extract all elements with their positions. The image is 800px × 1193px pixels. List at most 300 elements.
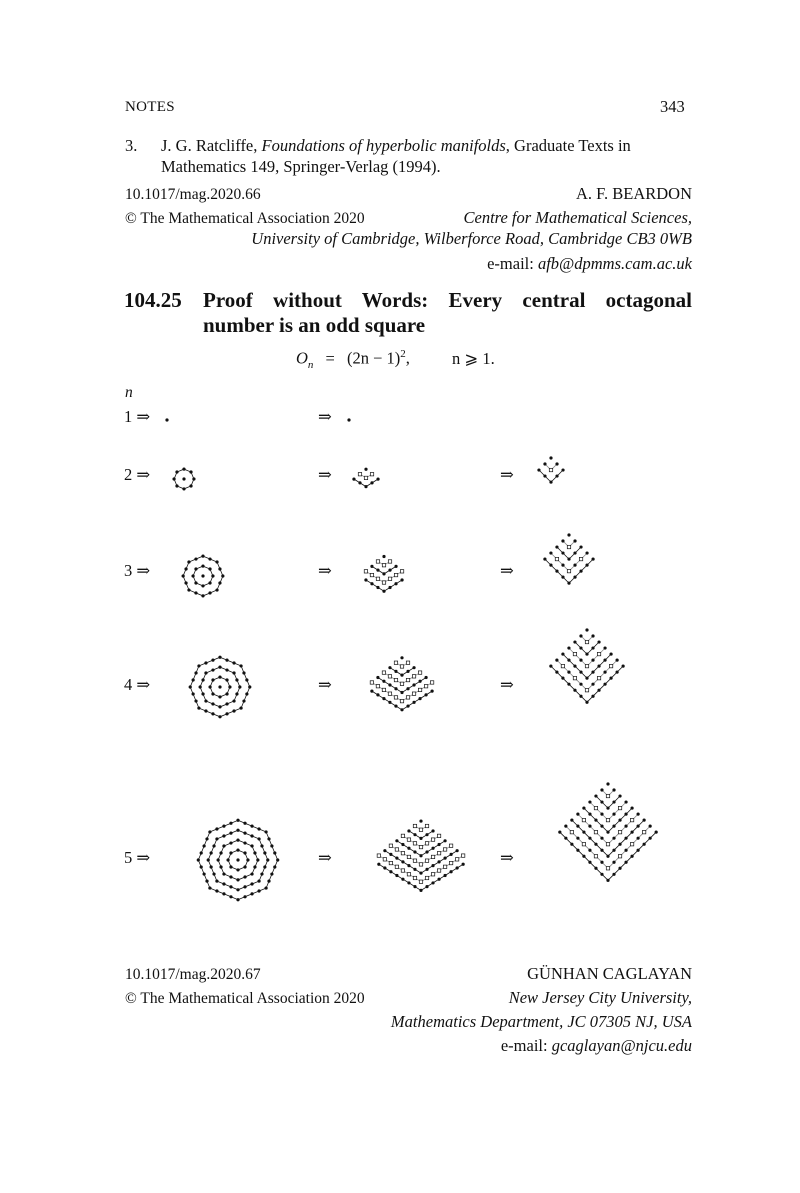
dot	[248, 685, 251, 688]
dot-open	[377, 854, 380, 857]
dot	[389, 853, 392, 856]
dot	[603, 683, 606, 686]
dot	[238, 685, 241, 688]
dot-open	[597, 652, 600, 655]
dot-open	[425, 859, 428, 862]
dot-open	[406, 661, 409, 664]
dot	[576, 813, 579, 816]
dot	[600, 800, 603, 803]
dot	[413, 833, 416, 836]
dot-open	[431, 855, 434, 858]
dot	[570, 819, 573, 822]
dot	[394, 565, 397, 568]
dot	[591, 634, 594, 637]
dot	[431, 847, 434, 850]
dot-open	[413, 876, 416, 879]
dot	[597, 665, 600, 668]
dot	[250, 834, 253, 837]
dot-open	[582, 818, 585, 821]
dot	[431, 881, 434, 884]
dot	[555, 659, 558, 662]
prev-affiliation-1: Centre for Mathematical Sciences,	[463, 208, 692, 227]
dot	[192, 692, 195, 695]
dot	[267, 837, 270, 840]
dot	[443, 874, 446, 877]
dot	[418, 697, 421, 700]
dot	[201, 555, 204, 558]
connector-line	[590, 802, 626, 820]
dot	[236, 848, 239, 851]
dot	[401, 860, 404, 863]
dot	[257, 827, 260, 830]
dot	[401, 878, 404, 881]
footer-email-address: gcaglayan@njcu.edu	[551, 1036, 692, 1055]
dot	[419, 854, 422, 857]
dot	[242, 671, 245, 674]
dot	[573, 539, 576, 542]
dot-open	[382, 564, 385, 567]
dot	[450, 870, 453, 873]
dot	[235, 692, 238, 695]
dot	[401, 843, 404, 846]
dot	[197, 858, 200, 861]
dot	[200, 865, 203, 868]
dot	[239, 706, 242, 709]
dot	[204, 699, 207, 702]
dot	[221, 574, 224, 577]
dot	[236, 868, 239, 871]
dot	[567, 582, 570, 585]
formula-o: O	[296, 348, 308, 368]
dot-open	[609, 664, 612, 667]
dot	[194, 671, 197, 674]
dot	[637, 813, 640, 816]
dot	[197, 664, 200, 667]
dot	[624, 825, 627, 828]
dot-open	[406, 696, 409, 699]
dot	[236, 839, 239, 842]
dot-open	[618, 855, 621, 858]
dot	[218, 581, 221, 584]
dot	[229, 865, 232, 868]
dot	[215, 827, 218, 830]
dot	[235, 678, 238, 681]
dot	[229, 875, 232, 878]
dot	[225, 678, 228, 681]
dot	[591, 646, 594, 649]
dot	[245, 678, 248, 681]
dot-open	[389, 861, 392, 864]
dot	[462, 863, 465, 866]
prev-affiliation-2: University of Cambridge, Wilberforce Road, Cambridge CB3 0WB	[251, 229, 692, 248]
dot	[431, 829, 434, 832]
dot	[388, 701, 391, 704]
dot	[215, 879, 218, 882]
dot	[413, 885, 416, 888]
note-number: 104.25	[124, 288, 182, 312]
dot	[175, 470, 178, 473]
dot-open	[630, 818, 633, 821]
dot	[370, 481, 373, 484]
dot	[211, 692, 214, 695]
dot-open	[383, 858, 386, 861]
dot	[624, 861, 627, 864]
dot	[637, 849, 640, 852]
dot	[561, 551, 564, 554]
dot	[616, 659, 619, 662]
dot-open	[413, 842, 416, 845]
dot	[543, 462, 546, 465]
formula-sup: 2	[400, 348, 406, 360]
dot	[250, 872, 253, 875]
dot	[431, 690, 434, 693]
dot	[218, 567, 221, 570]
dot	[218, 695, 221, 698]
dot	[377, 863, 380, 866]
dot-open	[461, 854, 464, 857]
dot-open	[395, 865, 398, 868]
dot	[364, 468, 367, 471]
dot-open	[370, 681, 373, 684]
dot-open	[400, 699, 403, 702]
formula-eq: =	[325, 348, 335, 368]
dot	[630, 831, 633, 834]
dot-open	[401, 869, 404, 872]
dot-open	[370, 573, 373, 576]
dot	[437, 843, 440, 846]
dot	[215, 588, 218, 591]
dot	[194, 581, 197, 584]
dot	[612, 825, 615, 828]
dot-open	[443, 865, 446, 868]
dot	[376, 586, 379, 589]
dot	[273, 851, 276, 854]
dot	[594, 843, 597, 846]
dot-open	[425, 842, 428, 845]
dot	[537, 468, 540, 471]
dot	[424, 693, 427, 696]
dot	[591, 683, 594, 686]
dot-open	[424, 685, 427, 688]
dot	[276, 858, 279, 861]
dot	[419, 819, 422, 822]
dot	[229, 885, 232, 888]
dot	[407, 847, 410, 850]
dot	[197, 706, 200, 709]
dot	[219, 865, 222, 868]
dot	[588, 837, 591, 840]
dot	[579, 634, 582, 637]
arrow-3b: ⇒	[500, 561, 514, 580]
dot-open	[597, 676, 600, 679]
dot	[210, 851, 213, 854]
dot	[606, 782, 609, 785]
dot	[561, 677, 564, 680]
dot	[204, 661, 207, 664]
dot-open	[388, 675, 391, 678]
reference-author: J. G. Ratcliffe,	[161, 136, 262, 155]
dot	[558, 831, 561, 834]
dot	[270, 872, 273, 875]
connector-line	[379, 856, 463, 882]
dot	[394, 704, 397, 707]
dot	[612, 788, 615, 791]
dot	[412, 683, 415, 686]
dot	[266, 858, 269, 861]
dot	[425, 868, 428, 871]
dot	[407, 829, 410, 832]
dot	[622, 665, 625, 668]
dot-open	[364, 570, 367, 573]
dot	[222, 824, 225, 827]
dot-open	[419, 828, 422, 831]
dot	[211, 712, 214, 715]
arrow-4a: ⇒	[318, 675, 332, 694]
dot	[582, 806, 585, 809]
dot	[270, 844, 273, 847]
dot	[443, 839, 446, 842]
dot	[212, 872, 215, 875]
dot-open	[594, 806, 597, 809]
connector-line	[385, 851, 457, 873]
dot	[594, 794, 597, 797]
dot	[222, 882, 225, 885]
dot-open	[413, 824, 416, 827]
dot	[236, 819, 239, 822]
dot-open	[573, 652, 576, 655]
dot	[358, 481, 361, 484]
dot	[600, 825, 603, 828]
arrow-2b: ⇒	[500, 465, 514, 484]
dot	[407, 864, 410, 867]
dot	[588, 861, 591, 864]
dot	[573, 665, 576, 668]
dot-open	[567, 545, 570, 548]
dot	[211, 668, 214, 671]
dot-open	[570, 830, 573, 833]
dot-open	[394, 678, 397, 681]
dot-open	[449, 844, 452, 847]
dot	[232, 661, 235, 664]
dot	[370, 690, 373, 693]
dot-open	[573, 676, 576, 679]
dot	[253, 851, 256, 854]
dot	[250, 892, 253, 895]
dot	[594, 867, 597, 870]
reference-post: , Graduate Texts in	[505, 136, 631, 155]
dot	[643, 819, 646, 822]
formula-rhs: (2n − 1)	[346, 348, 401, 368]
dot	[618, 819, 621, 822]
formula-condition: n ⩾ 1.	[452, 348, 495, 368]
dot	[222, 844, 225, 847]
dot-open	[437, 834, 440, 837]
footer-doi: 10.1017/mag.2020.67	[125, 966, 261, 983]
dot	[649, 825, 652, 828]
dot	[208, 685, 211, 688]
dot	[229, 851, 232, 854]
dot-open	[437, 869, 440, 872]
dot-open	[630, 843, 633, 846]
dot-open	[549, 468, 552, 471]
dot-open	[394, 573, 397, 576]
dot	[567, 683, 570, 686]
dot	[600, 861, 603, 864]
dot	[579, 659, 582, 662]
dot	[242, 699, 245, 702]
dot	[236, 829, 239, 832]
prev-author: A. F. BEARDON	[575, 184, 692, 203]
dot	[192, 477, 195, 480]
reference-line-2: Mathematics 149, Springer-Verlag (1994).	[161, 157, 441, 176]
dot-open	[394, 696, 397, 699]
dot	[643, 843, 646, 846]
running-head-section: NOTES	[125, 99, 175, 115]
dot-open	[376, 685, 379, 688]
dot	[194, 567, 197, 570]
dot	[612, 800, 615, 803]
footer-affiliation-2: Mathematics Department, JC 07305 NJ, USA	[390, 1012, 692, 1031]
dot	[561, 652, 564, 655]
dot	[201, 564, 204, 567]
dot	[591, 695, 594, 698]
dot	[564, 825, 567, 828]
dot	[257, 889, 260, 892]
dot	[208, 591, 211, 594]
dot-open	[579, 557, 582, 560]
dot	[236, 898, 239, 901]
dot	[225, 702, 228, 705]
dot-open	[400, 682, 403, 685]
dot-open	[606, 818, 609, 821]
dot-open	[395, 848, 398, 851]
dot	[419, 837, 422, 840]
dot-open	[407, 873, 410, 876]
dot	[579, 671, 582, 674]
dot	[199, 685, 202, 688]
dot	[243, 832, 246, 835]
dot	[567, 646, 570, 649]
dot	[591, 659, 594, 662]
dot	[419, 889, 422, 892]
dot-open	[382, 688, 385, 691]
dot	[549, 456, 552, 459]
dot	[243, 895, 246, 898]
dot	[184, 581, 187, 584]
dot	[215, 837, 218, 840]
dot-open	[606, 794, 609, 797]
dot	[573, 640, 576, 643]
dot	[555, 462, 558, 465]
dot-open	[582, 843, 585, 846]
dot	[549, 480, 552, 483]
dot	[204, 671, 207, 674]
dot	[263, 851, 266, 854]
dot-open	[394, 661, 397, 664]
dot	[585, 628, 588, 631]
dot	[406, 704, 409, 707]
dot	[400, 656, 403, 659]
dot	[222, 834, 225, 837]
dot	[609, 652, 612, 655]
dot-open	[425, 824, 428, 827]
dot	[189, 685, 192, 688]
dot	[243, 865, 246, 868]
dot-open	[430, 681, 433, 684]
dot	[210, 865, 213, 868]
dot	[579, 695, 582, 698]
reference-number: 3.	[125, 136, 138, 155]
dot	[273, 865, 276, 868]
dot	[618, 843, 621, 846]
dot-open	[418, 688, 421, 691]
dot	[624, 813, 627, 816]
dot	[400, 691, 403, 694]
dot-open	[425, 876, 428, 879]
dot	[649, 837, 652, 840]
dot	[600, 788, 603, 791]
dot	[212, 844, 215, 847]
dot-open	[443, 848, 446, 851]
row-label-2: 2 ⇒	[124, 465, 151, 484]
dot	[364, 578, 367, 581]
dot	[165, 418, 168, 421]
dot	[376, 676, 379, 679]
dot-open	[642, 830, 645, 833]
dot	[549, 564, 552, 567]
dot	[382, 680, 385, 683]
dot	[201, 678, 204, 681]
dot	[418, 680, 421, 683]
dot-open	[388, 560, 391, 563]
dot-open	[412, 675, 415, 678]
dot	[229, 841, 232, 844]
dot	[232, 709, 235, 712]
dot-open	[431, 873, 434, 876]
dot-open	[618, 806, 621, 809]
dot	[194, 591, 197, 594]
dot	[211, 659, 214, 662]
dot	[218, 666, 221, 669]
dot-open	[606, 843, 609, 846]
dot-open	[382, 671, 385, 674]
dot	[243, 885, 246, 888]
dot	[222, 872, 225, 875]
dot	[246, 858, 249, 861]
dot	[549, 551, 552, 554]
connector-line	[551, 666, 623, 702]
dot	[376, 693, 379, 696]
dot	[585, 677, 588, 680]
dot	[564, 837, 567, 840]
dot	[208, 830, 211, 833]
dot	[200, 851, 203, 854]
dot	[624, 837, 627, 840]
dot	[205, 879, 208, 882]
prev-doi: 10.1017/mag.2020.66	[125, 186, 261, 203]
dot	[600, 873, 603, 876]
formula-sub: n	[307, 358, 314, 371]
connector-line	[379, 864, 463, 890]
dot	[600, 813, 603, 816]
dot	[570, 843, 573, 846]
dot	[624, 800, 627, 803]
dot	[400, 578, 403, 581]
dot	[218, 705, 221, 708]
dot	[207, 858, 210, 861]
dot	[382, 590, 385, 593]
dot	[400, 674, 403, 677]
